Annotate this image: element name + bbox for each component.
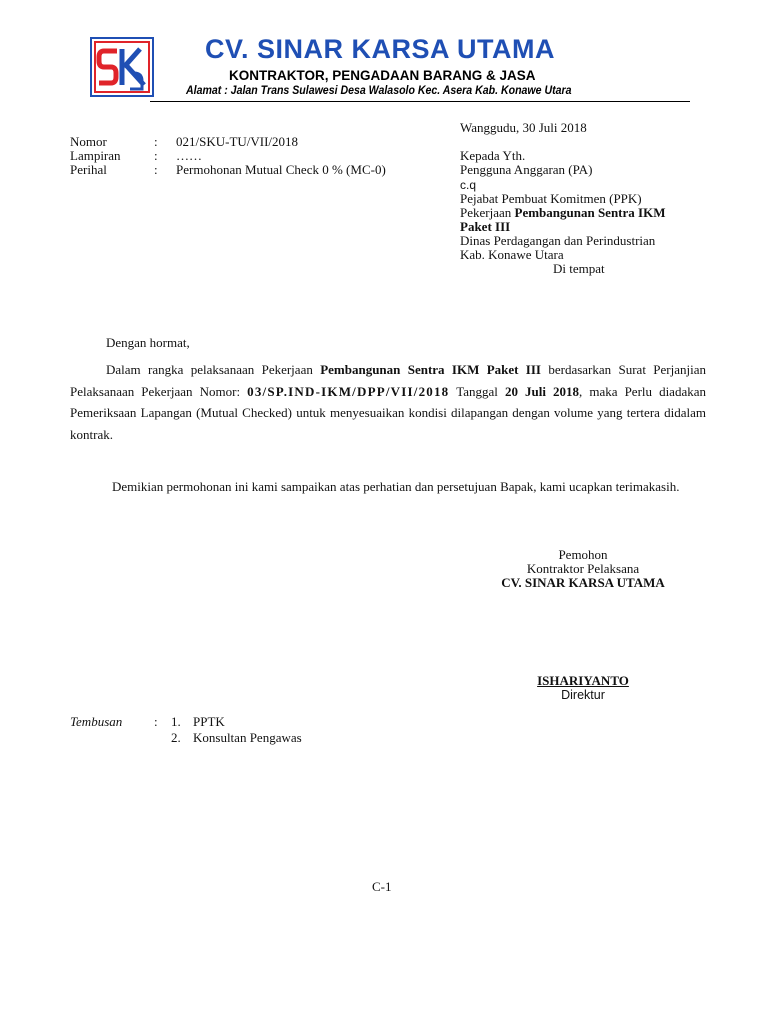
company-address: Alamat : Jalan Trans Sulawesi Desa Walasolo Kec. Asera Kab. Konawe Utara — [186, 85, 572, 97]
company-logo — [90, 37, 154, 97]
signature-line: Pemohon — [558, 547, 608, 562]
cc-sep: : — [154, 714, 158, 729]
company-tagline: KONTRAKTOR, PENGADAAN BARANG & JASA — [229, 68, 536, 83]
company-name: CV. SINAR KARSA UTAMA — [205, 34, 556, 64]
para1-contract-number: 03/SP.IND-IKM/DPP/VII/2018 — [247, 383, 450, 399]
para1-text: berdasarkan Surat Perjanjian Pelaksanaan Pekerjaan Nomor: — [70, 362, 706, 399]
para1-text: Tanggal — [449, 383, 505, 399]
salutation: Dengan hormat, — [106, 335, 190, 350]
para2-text: Demikian permohonan ini kami sampaikan atas perhatian dan persetujuan Bapak, kami ucapkan terimakasih. — [112, 479, 680, 494]
cc-item-number: 1. — [171, 714, 181, 729]
recipient-line-project — [460, 206, 710, 220]
cc-item-text: Konsultan Pengawas — [193, 730, 302, 745]
place-date: Wanggudu, 30 Juli 2018 — [460, 120, 587, 135]
recipient-line: Paket III — [460, 219, 511, 234]
cc-item-text: PPTK — [193, 714, 225, 729]
meta-value: …… — [176, 148, 202, 163]
meta-value: 021/SKU-TU/VII/2018 — [176, 134, 299, 149]
meta-sep: : — [154, 134, 158, 149]
meta-label: Perihal — [70, 162, 107, 177]
signatory-name: ISHARIYANTO — [537, 673, 629, 688]
meta-sep: : — [154, 148, 158, 163]
signature-line: Kontraktor Pelaksana — [526, 561, 640, 576]
body-paragraph-2 — [78, 475, 706, 498]
recipient-line: Kab. Konawe Utara — [460, 247, 564, 262]
meta-sep: : — [154, 162, 158, 177]
meta-value: Permohonan Mutual Check 0 % (MC-0) — [176, 162, 386, 177]
recipient-project-prefix: Pekerjaan — [460, 205, 515, 220]
meta-label: Nomor — [70, 134, 107, 149]
page-number: C-1 — [372, 879, 392, 894]
recipient-line: c.q — [460, 178, 477, 192]
para1-text: Dalam rangka pelaksanaan Pekerjaan — [106, 362, 321, 377]
cc-label: Tembusan — [70, 714, 123, 729]
recipient-project-name: Pembangunan Sentra IKM — [514, 205, 666, 220]
sku-logo-icon — [90, 37, 154, 97]
recipient-line: Pengguna Anggaran (PA) — [460, 162, 593, 177]
cc-item — [171, 731, 302, 745]
cc-item — [171, 715, 225, 729]
recipient-line: Kepada Yth. — [460, 148, 526, 163]
cc-item-number: 2. — [171, 730, 181, 745]
recipient-line: Di tempat — [553, 261, 605, 276]
recipient-line: Dinas Perdagangan dan Perindustrian — [460, 233, 656, 248]
recipient-line: Pejabat Pembuat Komitmen (PPK) — [460, 191, 642, 206]
para1-project: Pembangunan Sentra IKM Paket III — [320, 362, 541, 377]
signatory-title: Direktur — [561, 688, 605, 702]
signature-company: CV. SINAR KARSA UTAMA — [501, 575, 665, 590]
para1-text: , maka Perlu diadakan Pemeriksaan Lapangan (Mutual Checked) untuk menyesuaikan kondisi dilapangan dengan volume yang tertera didalam kontrak. — [70, 383, 706, 442]
para1-contract-date: 20 Juli 2018 — [504, 383, 580, 399]
body-paragraph-1 — [70, 359, 706, 445]
letterhead-divider — [150, 101, 690, 102]
meta-label: Lampiran — [70, 148, 121, 163]
